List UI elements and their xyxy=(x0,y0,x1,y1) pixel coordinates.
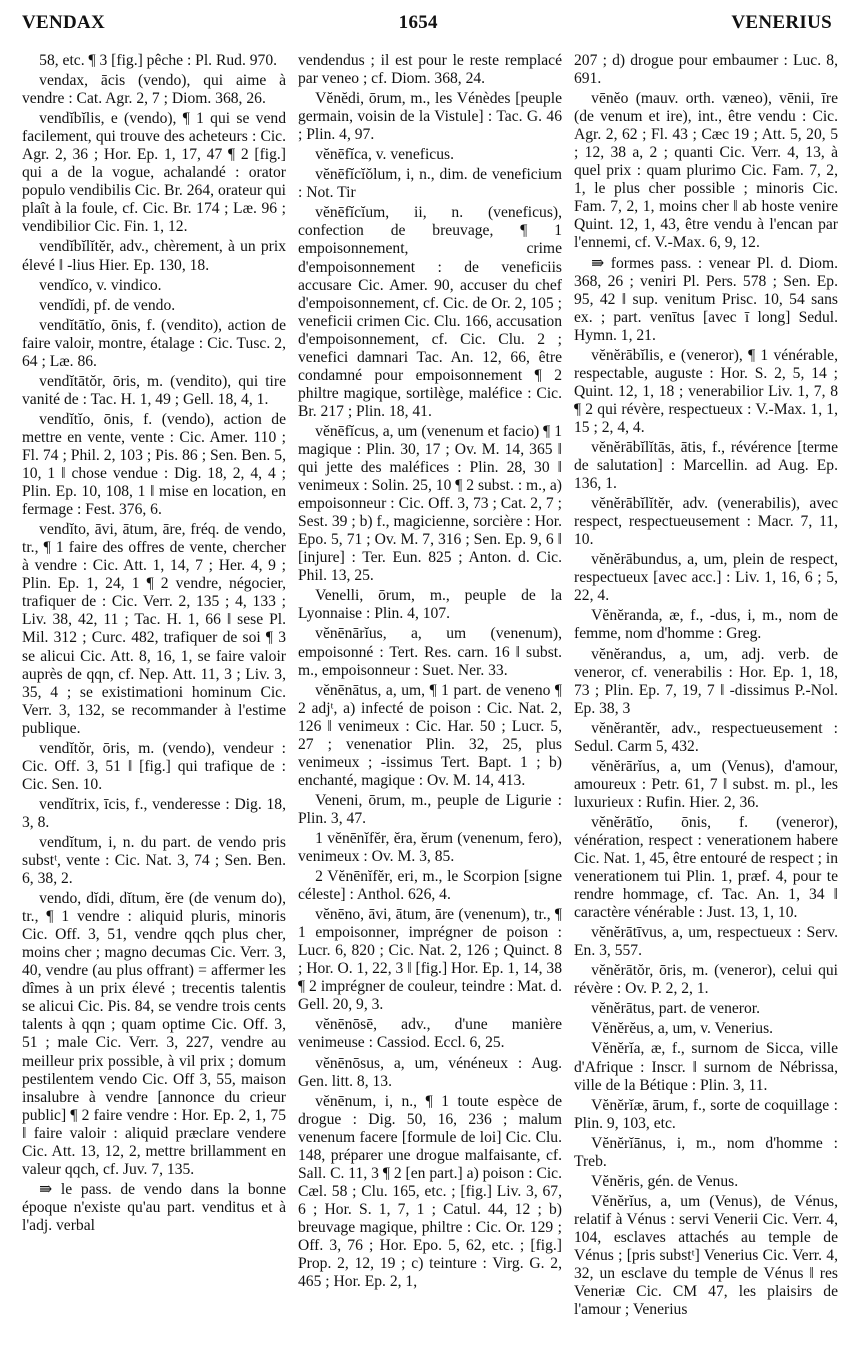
dictionary-entry: 207 ; d) drogue pour embaumer : Luc. 8, 691. xyxy=(574,52,838,88)
dictionary-entry: vendĭco, v. vindico. xyxy=(39,276,162,294)
page-header xyxy=(22,10,832,36)
dictionary-entry: vendĭtĭo, ōnis, f. (vendo), action de mettre en vente, vente : Cic. Amer. 110 ; Fl. 74 ; Phil. 2, 103 ; Pis. 86 ; Sen. Ben. 5, 10, 1 ǁ chose vendue : Dig. 18, 2, 4, 4 ; Plin. Ep. 10, 108, 1 ǁ mise en location, en fermage : Fest. 376, 6. xyxy=(22,410,286,519)
dictionary-entry: 58, etc. ¶ 3 [fig.] pêche : Pl. Rud. 970. xyxy=(39,52,278,69)
dictionary-entry: vĕnĕrārĭus, a, um (Venus), d'amour, amoureux : Petr. 61, 7 ǁ subst. m. pl., les luxurieux : Rufin. Hier. 2, 36. xyxy=(574,757,838,811)
dictionary-entry: vendĭtŏr, ōris, m. (vendo), vendeur : Cic. Off. 3, 51 ǁ [fig.] qui trafique de : Cic. Sen. 10. xyxy=(22,739,286,793)
dictionary-entry: ⇛ formes pass. : venear Pl. d. Diom. 368, 26 ; veniri Pl. Pers. 578 ; Sen. Ep. 95, 42 ǁ sup. venitum Prisc. 10, 54 sans ex. ; part. venītus [avec ī long] Sedul. Hymn. 1, 21. xyxy=(574,254,838,344)
dictionary-entry: vendĭbĭlis, e (vendo), ¶ 1 qui se vend facilement, qui trouve des acheteurs : Cic. Agr. 2, 36 ; Hor. Ep. 1, 17, 47 ¶ 2 [fig.] qui a de la vogue, achalandé : orator populo vendibilis Cic. Br. 264, orateur qui plaît à la foule, cf. Cic. Br. 174 ; Læ. 96 ; vendibilior Cic. Fin. 1, 12. xyxy=(22,110,286,236)
dictionary-entry: vĕnēfĭcus, a, um (venenum et facio) ¶ 1 magique : Plin. 30, 17 ; Ov. M. 14, 365 ǁ qui jette des maléfices : Plin. 28, 30 ǁ venimeux : Solin. 25, 10 ¶ 2 subst. : m., a) empoisonneur : Cic. Off. 3, 73 ; Cat. 2, 7 ; Sest. 39 ; b) f., magicienne, sorcière : Hor. Epo. 5, 71 ; Ov. M. 7, 316 ; Sen. Ep. 9, 6 ǁ [injure] : Ter. Eun. 825 ; Anton. d. Cic. Phil. 13, 25. xyxy=(298,422,562,585)
dictionary-entry: vĕnēnōsē, adv., d'une manière venimeuse : Cassiod. Eccl. 6, 25. xyxy=(298,1016,562,1052)
dictionary-entry: vēnĕo (mauv. orth. væneo), vēnii, īre (de venum et ire), int., être vendu : Cic. Agr. 2, 62 ; Fl. 43 ; Cæc 19 ; Att. 5, 20, 5 ; 12, 38 a, 2 ; quanti Cic. Verr. 4, 13, à quel prix : quam plurimo Cic. Fam. 7, 2, 1, le plus cher possible ; minoris Cic. Fam. 7, 2, 1, moins cher ǁ ab hoste venire Quint. 12, 1, 43, être vendu à l'encan par l'ennemi, cf. V.-Max. 6, 9, 12. xyxy=(574,90,838,252)
dictionary-entry: vĕnēnātus, a, um, ¶ 1 part. de veneno ¶ 2 adjᵗ, a) infecté de poison : Cic. Nat. 2, 126 ǁ venimeux : Cic. Har. 50 ; Lucr. 5, 27 ; venenatior Plin. 32, 25, plus venimeux ; -issimus Tert. Bapt. 1 ; b) enchanté, magique : Ov. M. 14, 413. xyxy=(298,681,562,789)
dictionary-entry: vĕnēfĭcĭum, ii, n. (veneficus), confection de breuvage, ¶ 1 empoisonnement, crime d'empoisonnement : de veneficiis accusare Cic. Amer. 90, accuser du chef d'empoisonnement, cf. Cic. de Or. 2, 105 ; veneficii crimen Cic. Clu. 166, accusation d'empoisonnement, cf. Cic. Clu. 2 ; venefici damnari Tac. An. 12, 66, être condamné pour empoisonnement ¶ 2 philtre magique, sortilège, maléfice : Cic. Br. 217 ; Plin. 18, 41. xyxy=(298,204,562,420)
dictionary-entry: vĕnēnārĭus, a, um (venenum), empoisonné : Tert. Res. carn. 16 ǁ subst. m., empoisonneur : Suet. Ner. 33. xyxy=(298,625,562,679)
dictionary-entry: vendĭtātĭo, ōnis, f. (vendito), action de faire valoir, montre, étalage : Cic. Tusc. 2, 64 ; Læ. 86. xyxy=(22,316,286,370)
column-3 xyxy=(574,52,838,1338)
dictionary-entry: Vĕnĕris, gén. de Venus. xyxy=(591,1172,739,1190)
column-2 xyxy=(298,52,562,1338)
column-1 xyxy=(22,52,286,1338)
dictionary-entry: Vĕnĕranda, æ, f., -dus, i, m., nom de femme, nom d'homme : Greg. xyxy=(574,607,838,643)
dictionary-entry: vendĭtātŏr, ōris, m. (vendito), qui tire vanité de : Tac. H. 1, 49 ; Gell. 18, 4, 1. xyxy=(22,372,286,408)
dictionary-entry: vĕnĕrābĭlis, e (veneror), ¶ 1 vénérable, respectable, auguste : Hor. S. 2, 5, 14 ; Quint. 12, 1, 18 ; venerabilior Liv. 1, 7, 8 ¶ 2 qui révère, respectueux : V.-Max. 1, 1, 15 ; 2, 4, 4. xyxy=(574,346,838,436)
dictionary-entry: vĕnēfĭcĭŏlum, i, n., dim. de veneficium : Not. Tir xyxy=(298,166,562,202)
dictionary-columns xyxy=(22,52,838,1338)
dictionary-entry: vĕnĕrābundus, a, um, plein de respect, respectueux [avec acc.] : Liv. 1, 16, 6 ; 5, 22, 4. xyxy=(574,551,838,605)
dictionary-entry: vĕnēfĭca, v. veneficus. xyxy=(315,146,454,164)
dictionary-entry: vendĭto, āvi, ātum, āre, fréq. de vendo, tr., ¶ 1 faire des offres de vente, chercher à vendre : Cic. Att. 1, 14, 7 ; Her. 4, 9 ; Plin. Ep. 1, 24, 1 ¶ 2 vendre, négocier, trafiquer de : Cic. Verr. 2, 135 ; 4, 133 ; Liv. 38, 42, 11 ; Tac. H. 1, 66 ǁ sese Pl. Mil. 312 ; Curc. 482, trafiquer de soi ¶ 3 se alicui Cic. Att. 8, 16, 1, se faire valoir auprès de qqn, cf. Nep. Att. 11, 3 ; Liv. 3, 35, 4 ; se existimationi hominum Cic. Verr. 3, 132, se recommander à l'estime publique. xyxy=(22,521,286,737)
dictionary-entry: vendĭtum, i, n. du part. de vendo pris substᵗ, vente : Cic. Nat. 3, 74 ; Sen. Ben. 6, 38, 2. xyxy=(22,833,286,888)
dictionary-entry: vendendus ; il est pour le reste remplacé par veneo ; cf. Diom. 368, 24. xyxy=(298,52,562,88)
dictionary-entry: vĕnēnum, i, n., ¶ 1 toute espèce de drogue : Dig. 50, 16, 236 ; malum venenum facere [formule de loi] Cic. Clu. 148, préparer une drogue malfaisante, cf. Sall. C. 11, 3 ¶ 2 [en part.] a) poison : Cic. Cæl. 58 ; Clu. 165, etc. ; [fig.] Liv. 3, 67, 6 ; Hor. S. 1, 7, 1 ; Catul. 44, 12 ; b) breuvage magique, philtre : Cic. Or. 129 ; Off. 3, 76 ; Hor. Epo. 5, 62, etc. ; [fig.] Prop. 2, 12, 19 ; c) teinture : Virg. G. 2, 465 ; Hor. Ep. 2, 1, xyxy=(298,1092,562,1291)
dictionary-entry: Vĕnĕdi, ōrum, m., les Vénèdes [peuple germain, voisin de la Vistule] : Tac. G. 46 ; Plin. 4, 97. xyxy=(298,90,562,144)
dictionary-entry: Vĕnĕrĭæ, ārum, f., sorte de coquillage : Plin. 9, 103, etc. xyxy=(574,1096,838,1132)
dictionary-entry: vĕnĕrātĭo, ōnis, f. (veneror), vénération, respect : venerationem habere Cic. Nat. 1, 45, être entouré de respect ; in venerationem tui Plin. 1, præf. 4, pour te rendre hommage, cf. Tac. An. 1, 34 ǁ caractère vénérable : Just. 13, 1, 10. xyxy=(574,813,838,922)
dictionary-entry: vĕnĕrābĭlĭtās, ātis, f., révérence [terme de salutation] : Marcellin. ad Aug. Ep. 136, 1. xyxy=(574,438,838,493)
dictionary-entry: ⇛ le pass. de vendo dans la bonne époque n'existe qu'au part. venditus et à l'adj. verbal xyxy=(22,1180,286,1234)
page-number: 1654 xyxy=(398,12,438,33)
dictionary-entry: vĕnĕrandus, a, um, adj. verb. de veneror, cf. venerabilis : Hor. Ep. 1, 18, 73 ; Plin. Ep. 7, 19, 7 ǁ -dissimus P.-Nol. Ep. 38, 3 xyxy=(574,645,838,717)
dictionary-entry: Vĕnĕrĭa, æ, f., surnom de Sicca, ville d'Afrique : Inscr. ǁ surnom de Nébrissa, ville de la Bétique : Plin. 3, 11. xyxy=(574,1040,838,1094)
dictionary-entry: vĕnĕrātīvus, a, um, respectueux : Serv. En. 3, 557. xyxy=(574,924,838,960)
header-left-guideword: VENDAX xyxy=(22,12,106,33)
dictionary-entry: vĕnēnōsus, a, um, vénéneux : Aug. Gen. litt. 8, 13. xyxy=(298,1054,562,1090)
dictionary-entry: vendo, dĭdi, dĭtum, ĕre (de venum do), tr., ¶ 1 vendre : aliquid pluris, minoris Cic. Off. 3, 51, vendre qqch plus cher, moins cher ; magno decumas Cic. Verr. 3, 40, vendre (au plus offrant) = affermer les dîmes à un prix élevé ; trecentis talentis se alicui Cic. Pis. 84, se vendre trois cents talents à qqn ; quam optime Cic. Off. 3, 51 ; male Cic. Verr. 3, 227, vendre au meilleur prix possible, à vil prix ; domum pestilentem vendo Cic. Off 3, 55, maison insalubre à vendre [annonce du crieur public] ¶ 2 faire vendre : Hor. Ep. 2, 1, 75 ǁ faire valoir : aliquid præclare vendere Cic. Att. 13, 12, 2, mettre brillamment en valeur qqch, cf. Juv. 7, 135. xyxy=(22,890,286,1178)
dictionary-entry: vendĭtrix, īcis, f., venderesse : Dig. 18, 3, 8. xyxy=(22,795,286,831)
dictionary-entry: 1 vĕnēnĭfĕr, ĕra, ĕrum (venenum, fero), venimeux : Ov. M. 3, 85. xyxy=(298,829,562,866)
dictionary-entry: vĕnĕrantĕr, adv., respectueusement : Sedul. Carm 5, 432. xyxy=(574,719,838,755)
dictionary-entry: vendĭdi, pf. de vendo. xyxy=(39,296,176,314)
dictionary-entry: vĕnĕrābĭlĭtĕr, adv. (venerabilis), avec respect, respectueusement : Macr. 7, 11, 10. xyxy=(574,495,838,549)
dictionary-entry: Vĕnĕrĭānus, i, m., nom d'homme : Treb. xyxy=(574,1134,838,1170)
dictionary-entry: vendĭbĭlĭtĕr, adv., chèrement, à un prix élevé ǁ -lius Hier. Ep. 130, 18. xyxy=(22,238,286,274)
dictionary-entry: vĕnēno, āvi, ātum, āre (venenum), tr., ¶ 1 empoisonner, imprégner de poison : Lucr. 6, 820 ; Cic. Nat. 2, 126 ; Quinct. 8 ; Hor. O. 1, 22, 3 ǁ [fig.] Hor. Ep. 1, 14, 38 ¶ 2 imprégner de couleur, teindre : Mat. d. Gell. 20, 9, 3. xyxy=(298,906,562,1014)
dictionary-entry: vĕnĕrātus, part. de veneror. xyxy=(591,1000,761,1018)
dictionary-entry: Vĕnĕrĕus, a, um, v. Venerius. xyxy=(591,1020,774,1038)
header-right-guideword: VENERIUS xyxy=(731,12,832,33)
dictionary-entry: vendax, ācis (vendo), qui aime à vendre : Cat. Agr. 2, 7 ; Diom. 368, 26. xyxy=(22,72,286,108)
dictionary-entry: Vĕnĕrĭus, a, um (Venus), de Vénus, relatif à Vénus : servi Venerii Cic. Verr. 4, 104, esclaves attachés au temple de Vénus ; [pris substᵗ] Venerius Cic. Verr. 4, 32, un esclave du temple de Vénus ǁ res Veneriæ Cic. CM 47, les plaisirs de l'amour ; Venerius xyxy=(574,1192,838,1319)
dictionary-entry: Veneni, ōrum, m., peuple de Ligurie : Plin. 3, 47. xyxy=(298,791,562,827)
dictionary-entry: 2 Vĕnēnĭfĕr, eri, m., le Scorpion [signe céleste] : Anthol. 626, 4. xyxy=(298,868,562,904)
dictionary-entry: vĕnĕrātŏr, ōris, m. (veneror), celui qui révère : Ov. P. 2, 2, 1. xyxy=(574,962,838,998)
dictionary-entry: Venelli, ōrum, m., peuple de la Lyonnaise : Plin. 4, 107. xyxy=(298,587,562,623)
